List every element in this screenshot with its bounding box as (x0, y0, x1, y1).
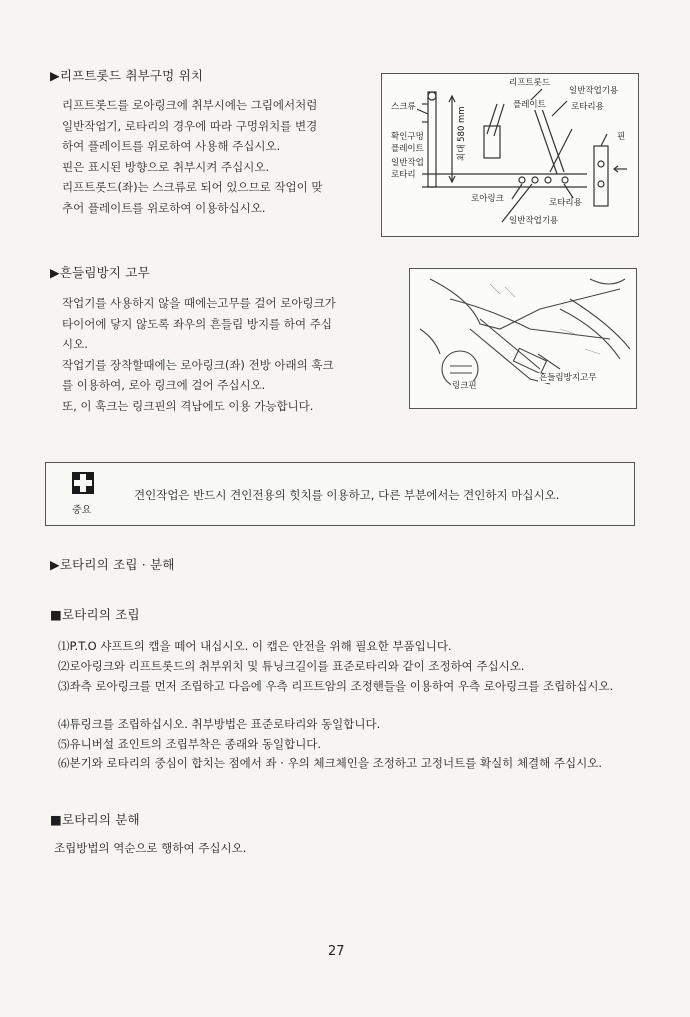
label-rotary-use-top: 로타리용 (571, 102, 604, 112)
important-notice-box (45, 462, 635, 526)
sway-rubber-drawing (410, 269, 636, 408)
label-check-hole: 확인구멍 (391, 132, 424, 142)
label-general-use-top: 일반작업기용 (569, 86, 619, 96)
assembly-step-6: ⑹본기와 로타리의 중심이 합치는 점에서 좌 · 우의 체크체인을 조정하고 고정너트를 확실히 체결해 주십시오. (58, 756, 603, 770)
label-sway-rubber: 흔들림방지고무 (539, 373, 597, 383)
section-title-lift-rod-holes: ▶리프트롯드 취부구멍 위치 (50, 68, 204, 83)
label-lift-rod: 리프트롯드 (509, 78, 551, 88)
sway-rubber-diagram (409, 268, 637, 409)
assembly-step-4: ⑷튜링크를 조립하십시오. 취부방법은 표준로타리와 동일합니다. (58, 717, 381, 731)
label-pin: 핀 (617, 132, 626, 142)
subsection-title-rotary-disassembly: ■로타리의 분해 (50, 812, 140, 827)
section-title-sway-rubber: ▶흔들림방지 고무 (50, 265, 150, 280)
disassembly-text: 조립방법의 역순으로 행하여 주십시오. (54, 841, 247, 855)
label-lower-link: 로아링크 (471, 194, 504, 204)
label-max-length: 최대 580 mm (457, 106, 467, 161)
assembly-step-1: ⑴P.T.O 샤프트의 캡을 떼어 내십시오. 이 캡은 안전을 위해 필요한 부품입니다. (58, 639, 452, 653)
label-plate: 플레이트 (513, 100, 546, 110)
page-number: 27 (328, 944, 345, 959)
section-title-rotary-assembly-disassembly: ▶로타리의 조립 · 분해 (50, 557, 175, 572)
label-rotary: 로타리 (391, 170, 416, 180)
label-screw: 스크류 (391, 102, 416, 112)
assembly-step-5: ⑸유니버설 죠인트의 조립부착은 종래와 동일합니다. (58, 737, 322, 751)
assembly-step-2: ⑵로아링크와 리프트롯드의 취부위치 및 튜닝크길이를 표준로타리와 같이 조정하여 주십시오. (58, 659, 525, 673)
lift-rod-drawing (382, 74, 638, 236)
assembly-step-3: ⑶좌측 로아링크를 먼저 조립하고 다음에 우측 리프트암의 조정핸들을 이용하여 우측 로아링크를 조립하십시오. (58, 679, 614, 693)
lift-rod-diagram (381, 73, 639, 237)
important-icon (72, 472, 94, 494)
frame-shape (430, 279, 620, 329)
label-general-work: 일반작업 (391, 158, 424, 168)
section-body-sway-rubber: 작업기를 사용하지 않을 때에는고무를 걸어 로아링크가 타이어에 닿지 않도록 좌우의 흔들림 방지를 하여 주십 시오. 작업기를 장착할때에는 로아링크(좌) 전방 아래의 훅크 를 이용하여, 로아 링크에 걸어 주십시오. 또, 이 훅크는 링크핀의 격납에도 이용 가능합니다. (62, 296, 336, 413)
important-label: 중요 (72, 505, 92, 516)
lift-rod-shape (428, 92, 436, 187)
label-rotary-use-bottom: 로타리용 (549, 198, 582, 208)
label-general-use-bottom: 일반작업기용 (509, 216, 559, 226)
important-text: 견인작업은 반드시 견인전용의 힛치를 이용하고, 다른 부분에서는 견인하지 마십시오. (134, 488, 560, 502)
section-body-lift-rod-holes: 리프트롯드를 로아링크에 취부시에는 그림에서처럼 일반작업기, 로타리의 경우에 따라 구멍위치를 변경 하여 플레이트를 위로하여 사용해 주십시오. 핀은 표시된 방향으로 취부시켜 주십시오. 리프트롯드(좌)는 스크류로 되어 있으므로 작업이 맞 추어 플레이트를 위로하여 이용하십시오. (62, 98, 323, 215)
label-link-pin: 링크핀 (452, 381, 477, 391)
subsection-title-rotary-assembly: ■로타리의 조립 (50, 607, 140, 622)
label-plate-small: 플레이트 (391, 144, 424, 154)
